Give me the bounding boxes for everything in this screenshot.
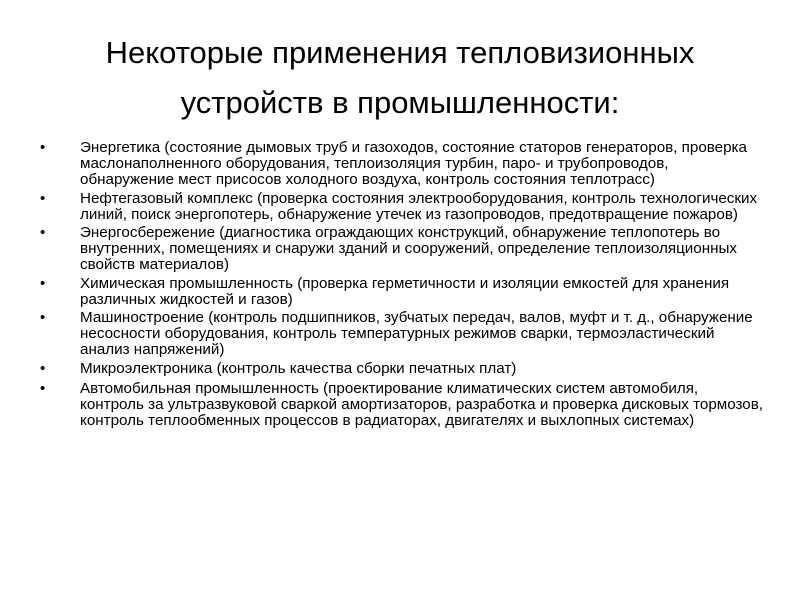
bullet-text: Химическая промышленность (проверка герметичности и изоляции емкостей для хранения различных жидкостей и газов) <box>80 274 730 308</box>
slide-title <box>20 28 780 128</box>
bullet-dot-icon: • <box>40 189 46 207</box>
title-line-2: устройств в промышленности: <box>180 85 620 120</box>
bullet-list <box>40 140 765 431</box>
bullet-dot-icon: • <box>40 309 46 327</box>
bullet-text: Нефтегазовый комплекс (проверка состояния электрооборудования, контроль технологических линий, поиск энергопотерь, обнаружение утечек из газопроводов, предотвращение пожаров) <box>80 189 758 223</box>
bullet-text: Автомобильная промышленность (проектирование климатических систем автомобиля, контроль за ультразвуковой сваркой амортизаторов, разработка и проверка дисковых тормозов, контроль теплообменных процессов в радиаторах, двигателях и выхлопных системах) <box>80 379 764 430</box>
bullet-text: Энергетика (состояние дымовых труб и газоходов, состояние статоров генераторов, проверка маслонаполненного оборудования, теплоизоляция турбин, паро- и трубопроводов, обнаружение мест присосов холодного воздуха, контроль состояния теплотрасс) <box>80 139 747 189</box>
bullet-item-oil-gas <box>40 191 765 223</box>
bullet-dot-icon: • <box>40 359 46 377</box>
bullet-item-machinery <box>40 310 765 359</box>
bullet-item-automotive <box>40 381 765 430</box>
bullet-dot-icon: • <box>40 274 46 292</box>
bullet-item-microelectronics <box>40 361 765 377</box>
bullet-dot-icon: • <box>40 224 46 242</box>
bullet-dot-icon: • <box>40 139 46 156</box>
bullet-text: Энергосбережение (диагностика ограждающих конструкций, обнаружение теплопотерь во внутренних, помещениях и снаружи зданий и сооружений, определение теплоизоляционных свойств материалов) <box>80 224 737 274</box>
title-line-1: Некоторые применения тепловизионных <box>105 35 695 70</box>
bullet-item-chemical <box>40 276 765 308</box>
bullet-item-energy-saving <box>40 225 765 274</box>
bullet-text: Машиностроение (контроль подшипников, зубчатых передач, валов, муфт и т. д., обнаружение несосности оборудования, контроль температурных режимов сварки, термоэластический анализ напряжений) <box>80 309 753 359</box>
bullet-text: Микроэлектроника (контроль качества сборки печатных плат) <box>80 359 517 377</box>
bullet-item-energetics <box>40 140 765 189</box>
bullet-dot-icon: • <box>40 379 46 397</box>
